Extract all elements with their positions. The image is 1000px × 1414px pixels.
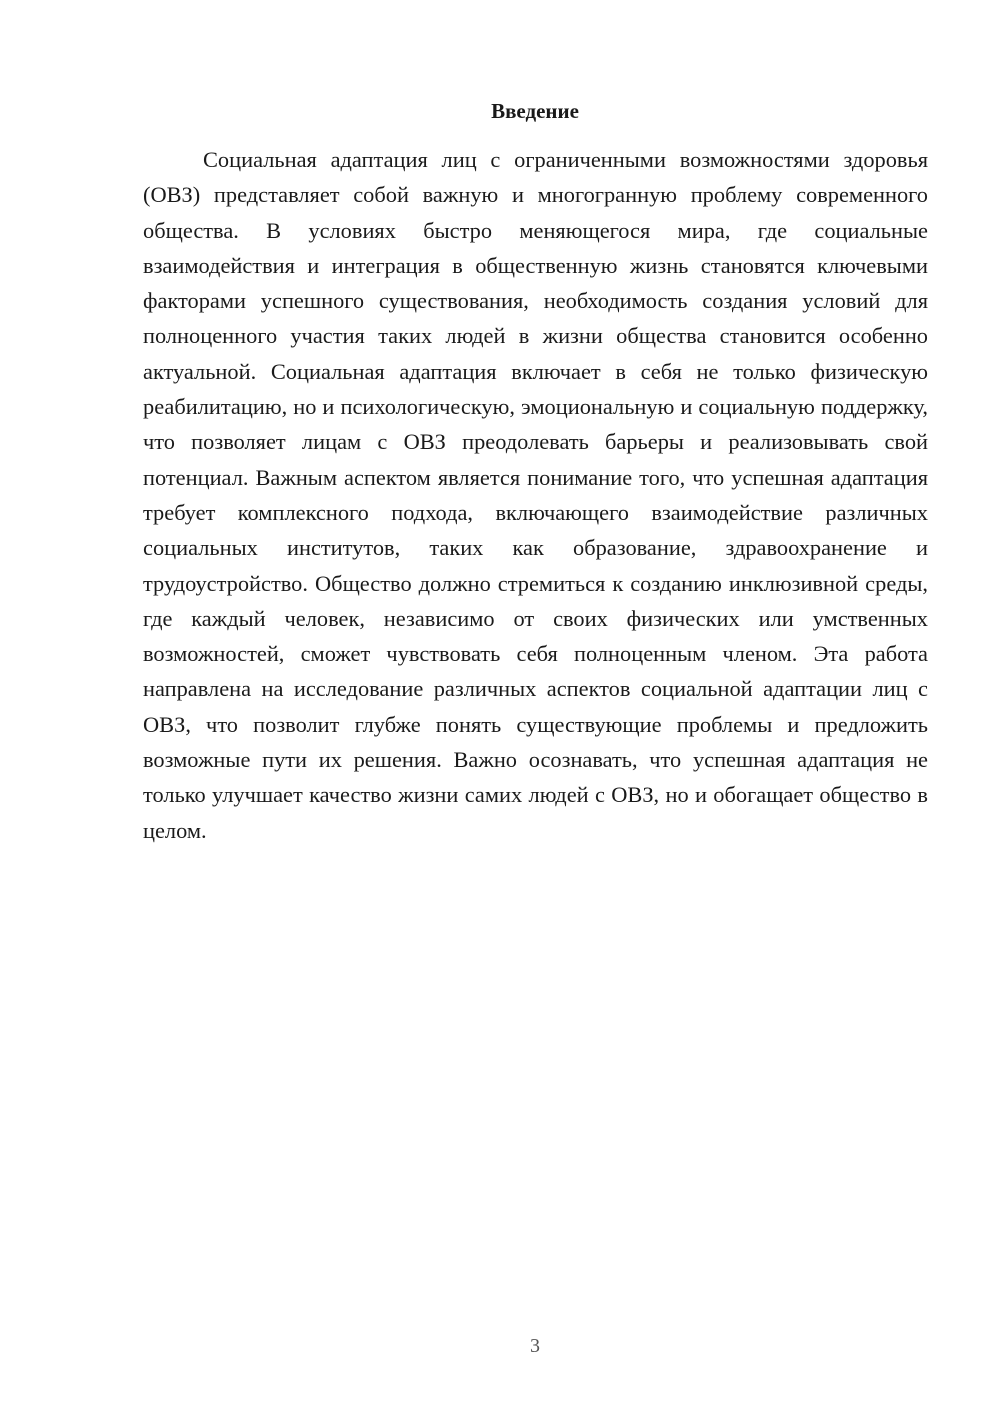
intro-paragraph: Социальная адаптация лиц с ограниченными возможностями здоровья (ОВЗ) представляет собой важную и многогранную проблему современного общества. В условиях быстро меняющегося мира, где социальные взаимодействия и интеграция в общественную жизнь становятся ключевыми факторами успешного существования, необходимость создания условий для полноценного участия таких людей в жизни общества становится особенно актуальной. Социальная адаптация включает в себя не только физическую реабилитацию, но и психологическую, эмоциональную и социальную поддержку, что позволяет лицам с ОВЗ преодолевать барьеры и реализовывать свой потенциал. Важным аспектом является понимание того, что успешная адаптация требует комплексного подхода, включающего взаимодействие различных социальных институтов, таких как образование, здравоохранение и трудоустройство. Общество должно стремиться к созданию инклюзивной среды, где каждый человек, независимо от своих физических или умственных возможностей, сможет чувствовать себя полноценным членом. Эта работа направлена на исследование различных аспектов социальной адаптации лиц с ОВЗ, что позволит глубже понять существующие проблемы и предложить возможные пути их решения. Важно осознавать, что успешная адаптация не только улучшает качество жизни самих людей с ОВЗ, но и обогащает общество в целом.	[143, 147, 928, 843]
page-number: 3	[530, 1335, 540, 1357]
section-heading: Введение	[491, 99, 579, 123]
